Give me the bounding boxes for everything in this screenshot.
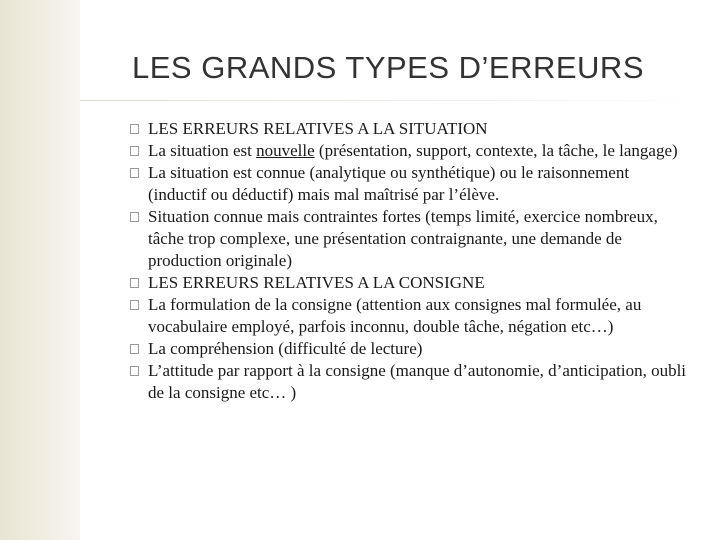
bullet-list [130,118,690,404]
bullet-text: La compréhension (difficulté de lecture) [148,339,423,358]
bullet-text: Situation connue mais contraintes fortes (temps limité, exercice nombreux, tâche trop complexe, une présentation contraignante, une demande de production originale) [148,207,658,270]
bullet-item [130,338,690,360]
bullet-item [130,140,690,162]
bullet-item [130,294,690,338]
bullet-item [130,162,690,206]
square-bullet-icon [130,168,139,178]
bullet-item [130,360,690,404]
bullet-text: La formulation de la consigne (attention aux consignes mal formulée, au vocabulaire employé, parfois inconnu, double tâche, négation etc…) [148,295,642,336]
bullet-text-end: (présentation, support, contexte, la tâche, le langage) [314,141,678,160]
bullet-text: L’attitude par rapport à la consigne (manque d’autonomie, d’anticipation, oubli de la consigne etc… ) [148,361,687,402]
bullet-text-start: La situation est [148,141,257,160]
square-bullet-icon [130,300,139,310]
underlined-word: nouvelle [256,141,315,160]
square-bullet-icon [130,344,139,354]
square-bullet-icon [130,278,139,288]
bullet-text: LES ERREURS RELATIVES A LA CONSIGNE [148,273,485,292]
slide-title: LES GRANDS TYPES D’ERREURS [132,50,644,85]
left-decorative-band [0,0,80,540]
square-bullet-icon [130,366,139,376]
bullet-item [130,118,690,140]
bullet-item [130,272,690,294]
square-bullet-icon [130,124,139,134]
title-divider [80,100,720,101]
square-bullet-icon [130,146,139,156]
bullet-text: LES ERREURS RELATIVES A LA SITUATION [148,119,488,138]
bullet-text: La situation est connue (analytique ou synthétique) ou le raisonnement (inductif ou déductif) mais mal maîtrisé par l’élève. [148,163,630,204]
bullet-item [130,206,690,272]
square-bullet-icon [130,212,139,222]
